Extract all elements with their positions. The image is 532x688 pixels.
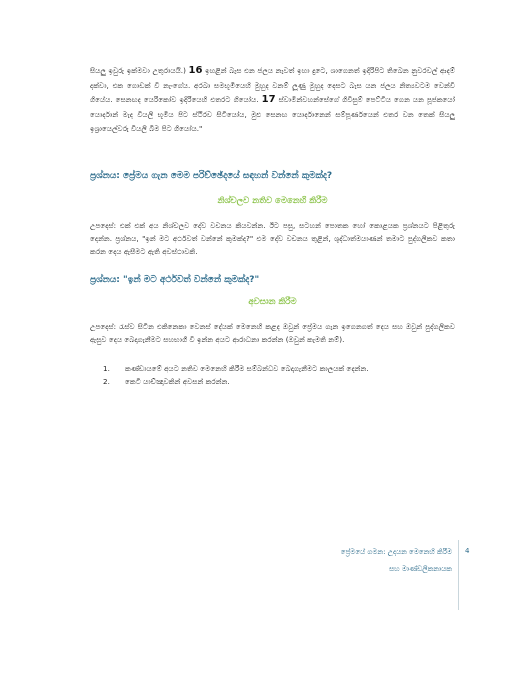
list-item-number: 1. [103,364,110,373]
intro-text-1: සියලු ඉවුරු ඉක්මවා උතුරායයි.) [90,66,186,75]
footnote-16: 16 [188,65,203,76]
footnote-17: 17 [261,94,276,105]
list-item-text: කෙටි යාච්ඤාවකින් අවසන් කරන්න. [125,377,230,386]
intro-text-3: ස්වාමීන්වහන්සේගේ ගිවිසුම් පෙට්ටිය ගෙන යන පූජකයෝ යොර්දාන් මැද වියලි භූමිය පිට ස්ථිරව සිටියෝය, මුළු සෙනඟ යොර්දානෙන් සම්පූර්ණයෙන් එතර වන තෙක් සියලු ඉශ්‍රායෙල්වරු වියලි බිම පිට ගියෝය." [90,95,455,133]
list-item-text: කණ්ඩායමේ අයට නතිව මෙනෙහි කිරීම සම්බන්ධව බෙදාගැනීමට කාලයක් දෙන්න. [125,364,369,373]
section-subheading-1: නිශ්චලව නතිව මෙනෙහි කිරීම [217,196,328,206]
question-heading-2: ප්‍රශ්නය: "ඉන් මට අර්ථවත් වන්නේ කුමක්ද?" [90,275,260,285]
steps-list [103,362,443,388]
intro-text-2: ඉහළින් බැස එන ජලය නැවත් ඉහා දුටෙ, ශාගෙනත් ඉදිරිපිට තිබෙන නුවරවල් ආදම් දක්වා, එක ගොඩක් වී නැංගේය. අරබා සමභූමියෙහි මුහුද වනම් ලූණු මුහුද දෙසට බැස යන ජලය නිත්‍යවටම වෙන්වී ගියේය. සෙනඟද යෙරිකෝව ඉදිරියෙහි එතරට ගියෝය. [90,66,455,104]
footer-divider [458,540,459,610]
list-item [103,375,443,388]
advice-paragraph-1: උපදෙස්: එක් එක් අය නිශ්චලව දේව වචනය කියවන්න. ඊට පසු, සටහන් පොතක හෝ කොළයක ප්‍රශ්නයට පිළිතුරු දෙන්න. ප්‍රශ්නය, "ඉන් මට අර්ථවත් වන්නේ කුමක්ද?" එම දේව වචනය තුළින්, ශුද්ධාත්මයාණන් තමාට පුද්ගලිකව කතා කරන දෙය ඇසීමට ඇති අවස්ථාවකි. [90,221,455,256]
question-heading-1: ප්‍රශ්නය: ප්‍රේමය ගැන මෙම පරිච්ඡේදයේ සඳහන් වන්නේ කුමක්ද? [90,171,333,181]
intro-paragraph [90,64,455,137]
list-item-number: 2. [103,377,110,386]
section-subheading-2: අවසාන කිරීම [248,297,297,307]
list-item [103,362,443,375]
footer-title-line-1: ප්‍රේමයේ ගමන: උදයන මෙනෙහි කිරීම [340,548,452,556]
footer-title-line-2: සහ මාණ්ඩලිකනායක [389,565,452,573]
advice-paragraph-2: උපදෙස්: රැස්ව සිටින එකිනෙකා වෙනස් දේයක් මෙනෙහි කළද ඔවුන් ප්‍රේමය ගැන ඉගෙනගත් දෙය සහ ඔවුන් පුද්ගලිකව ඇසුව දෙය බෙදාගැනීමට සහභාගී වී ඉන්න අයට ආරාධනා කරන්න (ඔවුන් කැමති නම්). [90,322,455,344]
page-number: 4 [465,547,470,555]
